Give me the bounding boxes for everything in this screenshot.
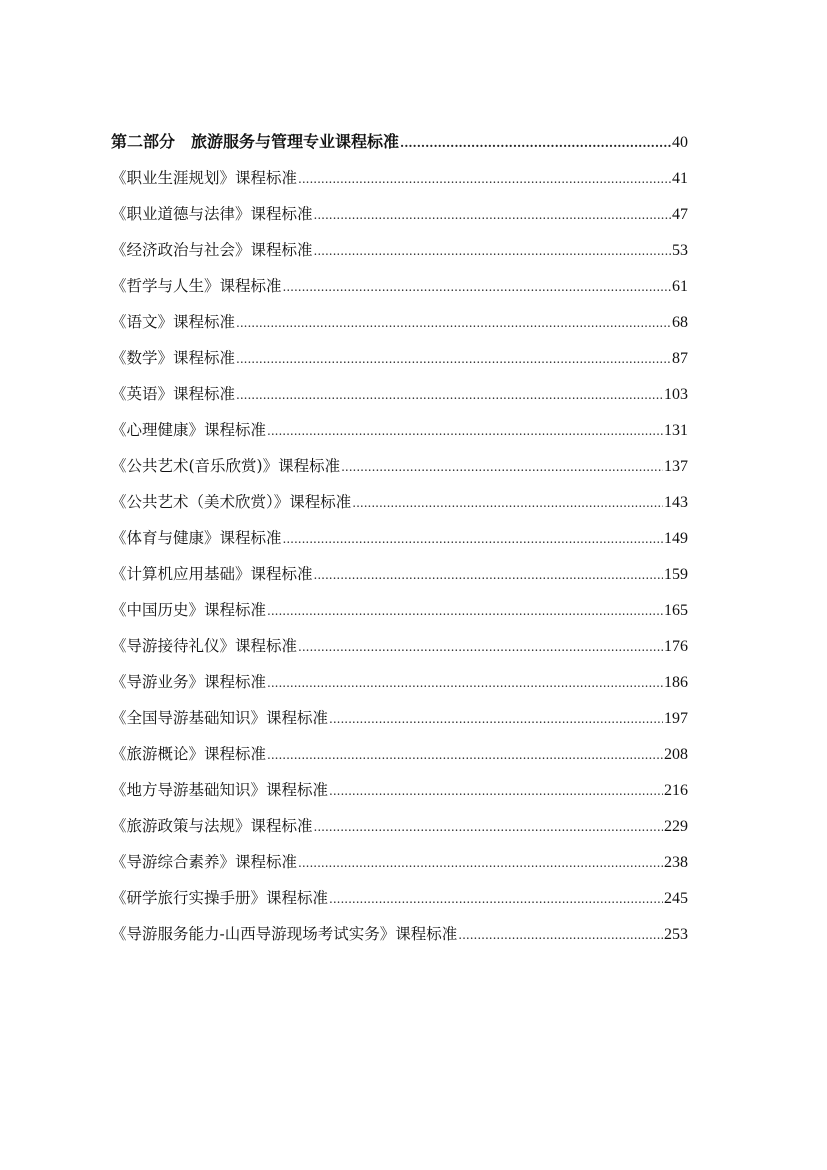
toc-entry-page: 47 (672, 206, 688, 223)
dot-leader (341, 449, 663, 485)
toc-entry-page: 103 (664, 386, 688, 403)
toc-entry-title: 《职业生涯规划》课程标准 (111, 169, 298, 187)
dot-leader (236, 377, 663, 413)
toc-entry-title: 《经济政治与社会》课程标准 (111, 241, 313, 259)
dot-leader (458, 917, 663, 953)
dot-leader (267, 737, 663, 773)
toc-entry-title: 《英语》课程标准 (111, 385, 236, 403)
toc-entry-page: 238 (664, 854, 688, 871)
dot-leader (329, 773, 663, 809)
toc-entry-title: 《地方导游基础知识》课程标准 (111, 781, 329, 799)
toc-entry-page: 143 (664, 494, 688, 511)
dot-leader (283, 269, 671, 305)
toc-entry-page: 149 (664, 530, 688, 547)
toc-entry-title: 《公共艺术(音乐欣赏)》课程标准 (111, 457, 341, 475)
toc-heading-page: 40 (672, 134, 688, 151)
dot-leader (314, 197, 671, 233)
dot-leader (314, 233, 671, 269)
toc-entry-row[interactable] (111, 448, 688, 484)
toc-heading-row[interactable] (111, 124, 688, 160)
toc-entry-row[interactable] (111, 340, 688, 376)
toc-entry-row[interactable] (111, 916, 688, 952)
toc-entry-row[interactable] (111, 232, 688, 268)
dot-leader (314, 809, 663, 845)
dot-leader (329, 701, 663, 737)
toc-entry-page: 208 (664, 746, 688, 763)
toc-entry-page: 137 (664, 458, 688, 475)
dot-leader (400, 125, 671, 161)
toc-entry-page: 253 (664, 926, 688, 943)
dot-leader (298, 161, 671, 197)
dot-leader (298, 845, 663, 881)
toc-entry-page: 61 (672, 278, 688, 295)
toc-entry-title: 《数学》课程标准 (111, 349, 236, 367)
toc-heading-title: 第二部分 旅游服务与管理专业课程标准 (111, 132, 400, 151)
toc-entry-row[interactable] (111, 484, 688, 520)
toc-entry-title: 《职业道德与法律》课程标准 (111, 205, 313, 223)
dot-leader (236, 341, 671, 377)
toc-entry-row[interactable] (111, 592, 688, 628)
toc-entry-title: 《旅游概论》课程标准 (111, 745, 267, 763)
toc-entry-page: 245 (664, 890, 688, 907)
toc-entry-row[interactable] (111, 376, 688, 412)
table-of-contents (111, 124, 688, 952)
toc-entry-page: 41 (672, 170, 688, 187)
toc-entry-page: 176 (664, 638, 688, 655)
toc-entry-title: 《计算机应用基础》课程标准 (111, 565, 313, 583)
dot-leader (298, 629, 663, 665)
toc-entry-row[interactable] (111, 304, 688, 340)
toc-entry-page: 216 (664, 782, 688, 799)
toc-entry-page: 229 (664, 818, 688, 835)
toc-entry-title: 《研学旅行实操手册》课程标准 (111, 889, 329, 907)
toc-entry-page: 197 (664, 710, 688, 727)
toc-entry-page: 87 (672, 350, 688, 367)
toc-entry-row[interactable] (111, 196, 688, 232)
dot-leader (314, 557, 663, 593)
toc-entry-row[interactable] (111, 628, 688, 664)
toc-entry-row[interactable] (111, 808, 688, 844)
toc-entry-title: 《导游业务》课程标准 (111, 673, 267, 691)
toc-entry-page: 68 (672, 314, 688, 331)
toc-entry-row[interactable] (111, 772, 688, 808)
dot-leader (267, 413, 663, 449)
dot-leader (236, 305, 671, 341)
toc-entry-row[interactable] (111, 556, 688, 592)
toc-entry-title: 《哲学与人生》课程标准 (111, 277, 282, 295)
toc-entry-row[interactable] (111, 160, 688, 196)
toc-entry-row[interactable] (111, 844, 688, 880)
toc-entry-page: 53 (672, 242, 688, 259)
dot-leader (283, 521, 663, 557)
toc-entry-row[interactable] (111, 700, 688, 736)
dot-leader (329, 881, 663, 917)
toc-entry-title: 《导游综合素养》课程标准 (111, 853, 298, 871)
toc-entry-title: 《语文》课程标准 (111, 313, 236, 331)
dot-leader (267, 593, 663, 629)
toc-entry-title: 《体育与健康》课程标准 (111, 529, 282, 547)
toc-entry-row[interactable] (111, 736, 688, 772)
dot-leader (352, 485, 663, 521)
toc-entry-title: 《导游接待礼仪》课程标准 (111, 637, 298, 655)
toc-entry-row[interactable] (111, 664, 688, 700)
toc-entry-page: 131 (664, 422, 688, 439)
toc-entry-title: 《心理健康》课程标准 (111, 421, 267, 439)
toc-entry-title: 《旅游政策与法规》课程标准 (111, 817, 313, 835)
toc-entry-page: 159 (664, 566, 688, 583)
toc-entry-row[interactable] (111, 520, 688, 556)
toc-entry-title: 《公共艺术（美术欣赏）》课程标准 (111, 493, 352, 511)
toc-entry-page: 165 (664, 602, 688, 619)
toc-entry-row[interactable] (111, 880, 688, 916)
toc-entry-row[interactable] (111, 268, 688, 304)
toc-entry-title: 《全国导游基础知识》课程标准 (111, 709, 329, 727)
toc-entry-title: 《导游服务能力-山西导游现场考试实务》课程标准 (111, 925, 458, 943)
toc-entries (111, 160, 688, 952)
toc-entry-title: 《中国历史》课程标准 (111, 601, 267, 619)
dot-leader (267, 665, 663, 701)
toc-entry-row[interactable] (111, 412, 688, 448)
toc-entry-page: 186 (664, 674, 688, 691)
